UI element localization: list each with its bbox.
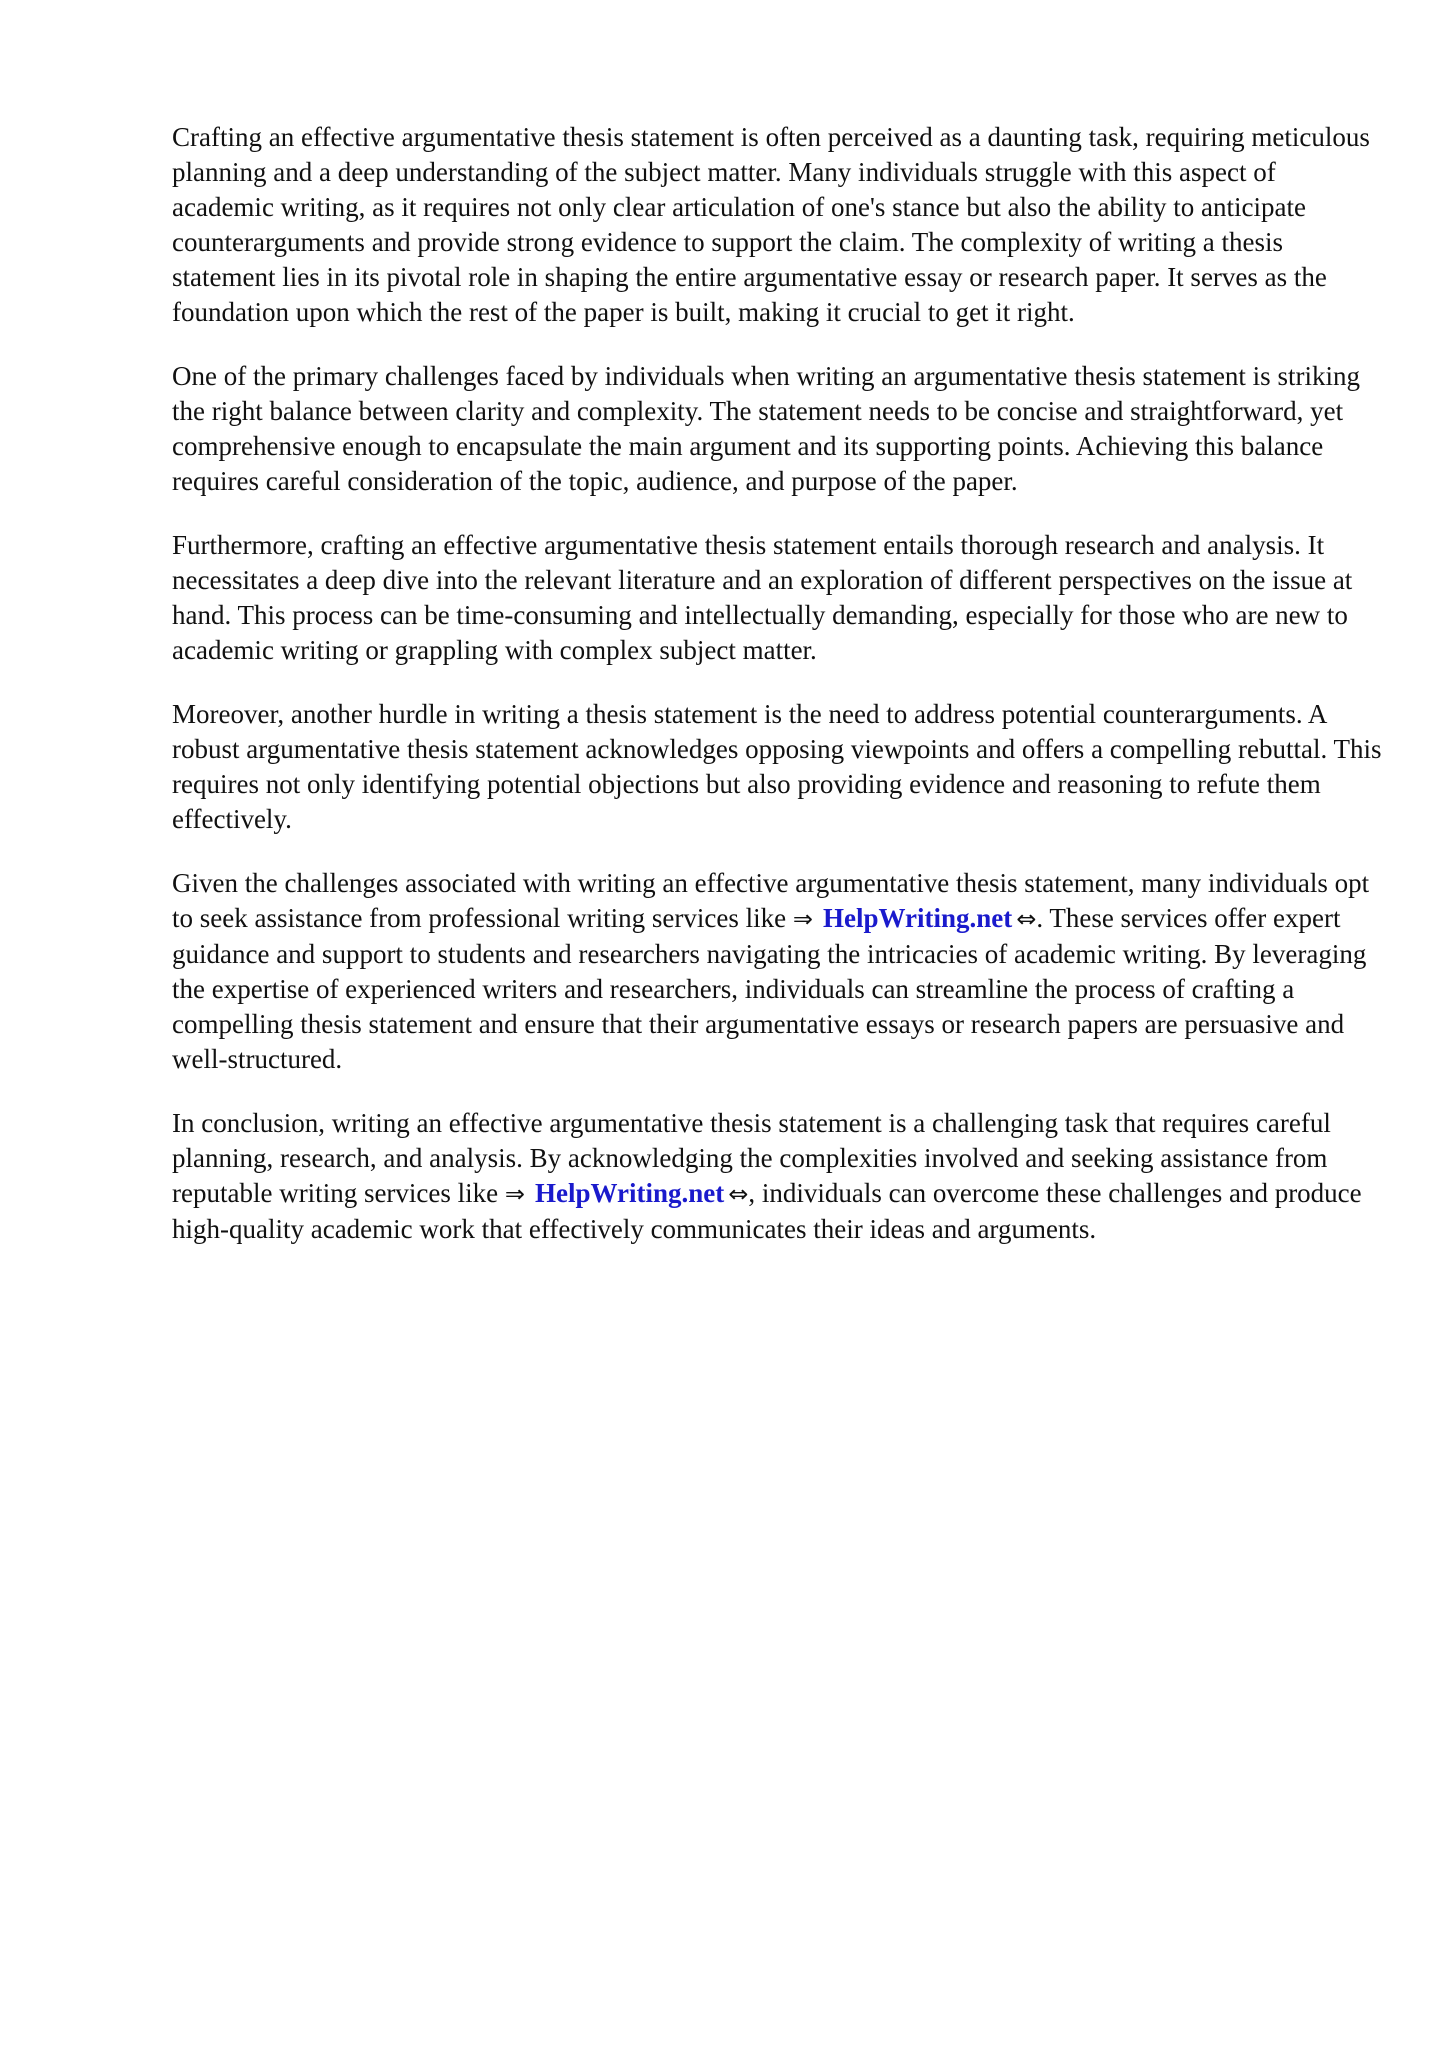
left-right-arrow-icon: ⇔ [728,1180,749,1208]
right-arrow-icon: ⇒ [792,905,813,933]
paragraph-5-text-after: . These services offer expert guidance and support to students and researchers navigating the intricacies of academic writing. By leveraging the expertise of experienced writers and researchers, individuals can streamline the process of crafting a compelling thesis statement and ensure that their argumentative essays or research papers are persuasive and well-structured. [172,903,1367,1074]
paragraph-5 [172,866,1382,1077]
paragraph-5-text-before: Given the challenges associated with writing an effective argumentative thesis statement, many individuals opt to seek assistance from professional writing services like [172,868,1370,933]
paragraph-6-text-after: , individuals can overcome these challenges and produce high-quality academic work that effectively communicates their ideas and arguments. [172,1178,1362,1244]
right-arrow-icon: ⇒ [504,1180,525,1208]
document-page [172,120,1382,1276]
helpwriting-link[interactable]: HelpWriting.net [535,1178,725,1208]
paragraph-6 [172,1106,1382,1247]
paragraph-4: Moreover, another hurdle in writing a thesis statement is the need to address potential counterarguments. A robust argumentative thesis statement acknowledges opposing viewpoints and offers a compelling rebuttal. This requires not only identifying potential objections but also providing evidence and reasoning to refute them effectively. [172,699,1382,834]
paragraph-6-text-before: In conclusion, writing an effective argumentative thesis statement is a challenging task that requires careful planning, research, and analysis. By acknowledging the complexities involved and seeking assistance from reputable writing services like [172,1108,1331,1208]
helpwriting-link[interactable]: HelpWriting.net [822,903,1013,933]
paragraph-1: Crafting an effective argumentative thesis statement is often perceived as a daunting task, requiring meticulous planning and a deep understanding of the subject matter. Many individuals struggle with this aspect of academic writing, as it requires not only clear articulation of one's stance but also the ability to anticipate counterarguments and provide strong evidence to support the claim. The complexity of writing a thesis statement lies in its pivotal role in shaping the entire argumentative essay or research paper. It serves as the foundation upon which the rest of the paper is built, making it crucial to get it right. [172,122,1370,327]
paragraph-2: One of the primary challenges faced by individuals when writing an argumentative thesis statement is striking the right balance between clarity and complexity. The statement needs to be concise and straightforward, yet comprehensive enough to encapsulate the main argument and its supporting points. Achieving this balance requires careful consideration of the topic, audience, and purpose of the paper. [172,361,1360,496]
left-right-arrow-icon: ⇔ [1016,905,1037,933]
paragraph-3: Furthermore, crafting an effective argumentative thesis statement entails thorough research and analysis. It necessitates a deep dive into the relevant literature and an exploration of different perspectives on the issue at hand. This process can be time-consuming and intellectually demanding, especially for those who are new to academic writing or grappling with complex subject matter. [172,530,1353,665]
